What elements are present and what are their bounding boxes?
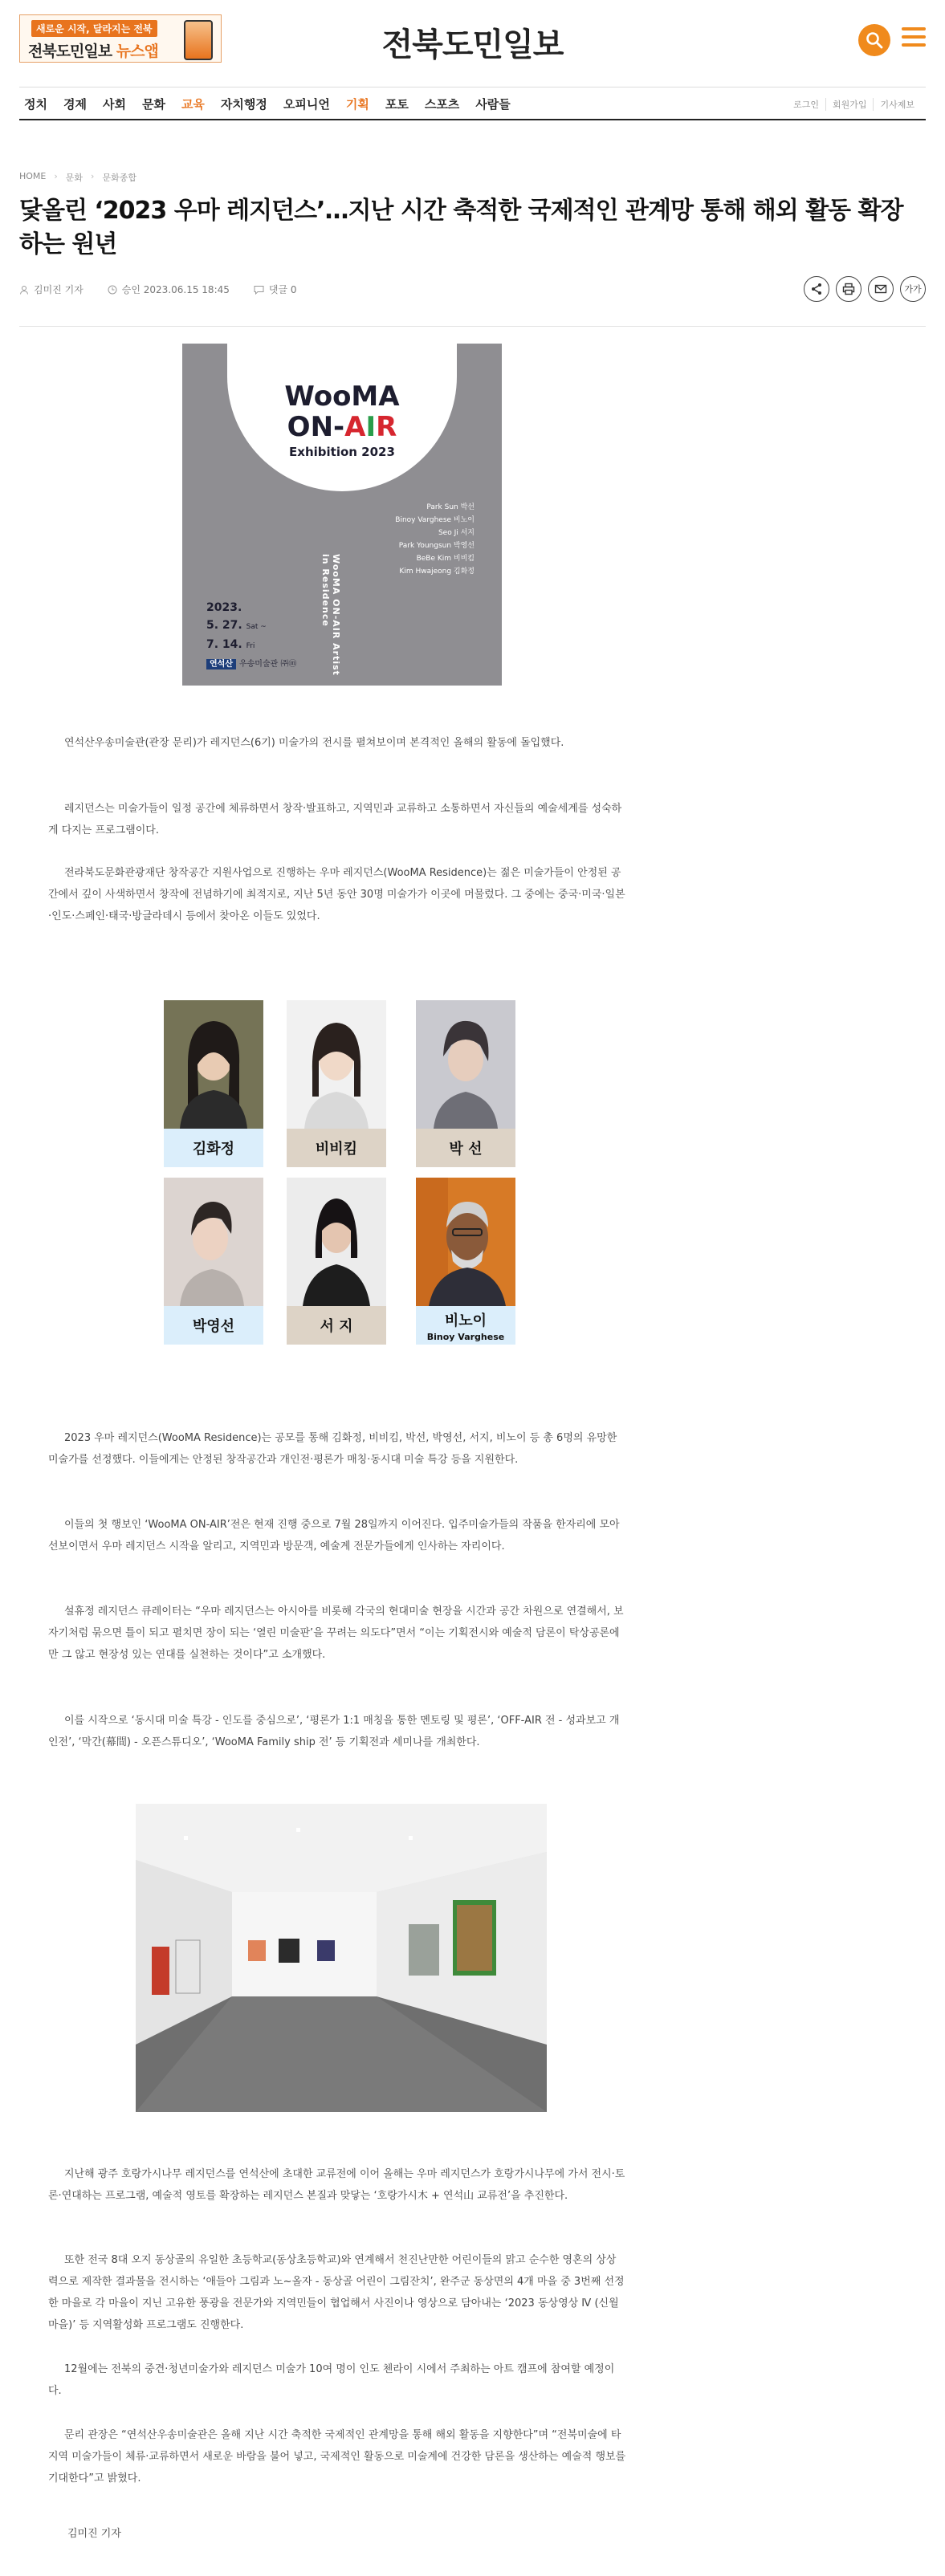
share-button[interactable] xyxy=(804,276,829,302)
breadcrumb-section[interactable]: 문화 xyxy=(65,173,84,183)
promo-title: 전북도민일보 뉴스앱 xyxy=(28,43,158,60)
article-paragraph: 연석산우송미술관(관장 문리)가 레지던스(6기) 미술가의 전시를 펼쳐보이며 본격적인 올해의 활동에 돌입했다. xyxy=(64,737,564,749)
nav-item-special[interactable]: 기획 xyxy=(345,97,369,112)
article-paragraph: 설휴정 레지던스 큐레이터는 “우마 레지던스는 아시아를 비롯해 각국의 현대미술 현장을 시간과 공간 차원으로 연결해서, 보자기처럼 묶으면 틀이 되고 펼치면 장이 되는 ‘열린 미술판’을 꾸려는 의도다”면서 “이는 기획전시와 예술적 담론이 탁상공론에만 그 않고 현장성 있는 연대를 실천하는 것이다”고 소개했다. xyxy=(48,1605,624,1661)
email-button[interactable] xyxy=(868,276,894,302)
article-paragraph: 레지던스는 미술가들이 일정 공간에 체류하면서 창작·발표하고, 지역민과 교류하고 소통하면서 자신들의 예술세계를 성숙하게 다지는 프로그램이다. xyxy=(48,803,622,836)
article-meta xyxy=(19,283,297,296)
nav-item-opinion[interactable]: 오피니언 xyxy=(283,97,330,112)
nav-item-politics[interactable]: 정치 xyxy=(24,97,47,112)
nav-item-culture[interactable]: 문화 xyxy=(141,97,165,112)
artist-name: 비노이 Binoy Varghese xyxy=(416,1306,515,1345)
artist-photo xyxy=(164,1000,263,1129)
gallery-photo xyxy=(136,1804,547,2112)
comment-count[interactable]: 댓글 0 xyxy=(254,283,297,296)
print-icon xyxy=(842,283,855,295)
signup-link[interactable]: 회원가입 xyxy=(825,98,874,111)
search-icon xyxy=(866,31,883,49)
exhibition-poster xyxy=(182,344,502,686)
phone-icon xyxy=(184,20,213,60)
artist-photo xyxy=(164,1178,263,1306)
comment-icon xyxy=(254,285,264,295)
article-paragraph: 지난해 광주 호랑가시나무 레지던스를 연석산에 초대한 교류전에 이어 올해는 우마 레지던스가 호랑가시나무에 가서 전시·토론·연대하는 프로그램, 예술적 영토를 확장하는 레지던스 본질과 맞닿는 ‘호랑가시木 + 연석山 교류전’을 추진한다. xyxy=(48,2168,625,2202)
share-icon xyxy=(810,283,823,295)
article-byline: 김미진 기자 xyxy=(67,2528,121,2540)
artist-card xyxy=(416,1178,515,1345)
artist-photo xyxy=(287,1000,386,1129)
promo-tagline: 새로운 시작, 달라지는 전북 xyxy=(31,20,157,37)
font-size-icon: 가가 xyxy=(904,284,922,295)
nav-item-people[interactable]: 사람들 xyxy=(475,97,511,112)
artist-card xyxy=(287,1000,386,1167)
artist-name: 서 지 xyxy=(287,1306,386,1345)
artist-name: 김화정 xyxy=(164,1129,263,1167)
article-paragraph: 전라북도문화관광재단 창작공간 지원사업으로 진행하는 우마 레지던스(WooMA Residence)는 젊은 미술가들이 안정된 공간에서 깊이 사색하면서 창작에 전념하기에 최적지로, 지난 5년 동안 30명 미술가가 이곳에 머물렀다. 그 중에는 중국·미국·일본·인도·스페인·태국·방글라데시 등에서 찾아온 이들도 있었다. xyxy=(48,867,625,922)
poster-title-line1: WooMA xyxy=(284,380,400,413)
util-links xyxy=(787,98,921,111)
artist-photo xyxy=(416,1000,515,1129)
site-logo[interactable]: 전북도민일보 xyxy=(381,26,564,63)
poster-dates: 2023. 5. 27. Sat ~ 7. 14. Fri xyxy=(206,601,267,651)
article-paragraph: 또한 전국 8대 오지 동상골의 유일한 초등학교(동상초등학교)와 연계해서 천진난만한 어린이들의 맑고 순수한 영혼의 상상력으로 제작한 결과물을 전시하는 ‘애들아 그림과 노~올자 - 동상골 어린이 그림잔치’, 완주군 동상면의 4개 마을 중 3번째 선정한 마을로 각 마을이 지닌 고유한 풍광을 전문가와 지역민들이 협업해서 사진이나 영상으로 담아내는 ‘2023 동상영상 Ⅳ (신월마을)’ 등 지역활성화 프로그램도 진행한다. xyxy=(48,2254,625,2331)
article-title: 닻올린 ‘2023 우마 레지던스’…지난 시간 축적한 국제적인 관계망 통해 해외 활동 확장하는 원년 xyxy=(19,197,903,258)
chevron-right-icon: › xyxy=(91,171,95,181)
font-size-button[interactable] xyxy=(900,276,926,302)
nav-item-economy[interactable]: 경제 xyxy=(63,97,87,112)
artist-card xyxy=(416,1000,515,1167)
site-header xyxy=(19,0,926,80)
search-button[interactable] xyxy=(858,24,890,56)
poster-vertical-text: WooMA ON-AIR Artist in Residence xyxy=(320,554,341,676)
poster-organizer: 연석산 우송미술관 ㈜ⓜ xyxy=(206,657,296,669)
poster-artist-list: Park Sun 박선 Binoy Varghese 비노이 Seo Ji 서지 Park Youngsun 박영선 BeBe Kim 비비킴 Kim Hwajeong 김화정 xyxy=(395,503,475,576)
chevron-right-icon: › xyxy=(54,171,58,181)
artist-card xyxy=(164,1178,263,1345)
artist-name: 박 선 xyxy=(416,1129,515,1167)
nav-item-local-admin[interactable]: 자치행정 xyxy=(220,97,267,112)
breadcrumb-subsection[interactable]: 문화종합 xyxy=(102,173,136,183)
nav-item-education[interactable]: 교육 xyxy=(181,97,205,112)
artist-card xyxy=(287,1178,386,1345)
hamburger-icon xyxy=(902,27,926,31)
nav-item-sports[interactable]: 스포츠 xyxy=(424,97,460,112)
poster-title-line2: ON-AIR xyxy=(287,411,397,443)
print-button[interactable] xyxy=(836,276,861,302)
article-paragraph: 이를 시작으로 ‘동시대 미술 특강 - 인도를 중심으로’, ‘평론가 1:1 매칭을 통한 멘토링 및 평론’, ‘OFF-AIR 전 - 성과보고 개인전’, ‘막간(幕間) - 오픈스튜디오’, ‘WooMA Family ship 전’ 등 기획전과 세미나를 개최한다. xyxy=(48,1715,620,1748)
article-tools xyxy=(804,276,926,302)
clock-icon xyxy=(108,285,117,295)
nav-item-photo[interactable]: 포토 xyxy=(385,97,409,112)
artist-photo xyxy=(287,1178,386,1306)
artist-name: 박영선 xyxy=(164,1306,263,1345)
nav-list xyxy=(24,96,527,112)
tip-link[interactable]: 기사제보 xyxy=(873,98,921,111)
article-paragraph: 이들의 첫 행보인 ‘WooMA ON-AIR’전은 현재 진행 중으로 7월 28일까지 이어진다. 입주미술가들의 작품을 한자리에 모아 선보이면서 우마 레지던스 시작을 알리고, 지역민과 방문객, 예술계 전문가들에게 인사하는 자리이다. xyxy=(48,1519,620,1553)
artist-name: 비비킴 xyxy=(287,1129,386,1167)
email-icon xyxy=(874,283,887,295)
article-paragraph: 12월에는 전북의 중견·청년미술가와 레지던스 미술가 10여 명이 인도 첸라이 시에서 주최하는 아트 캠프에 참여할 예정이다. xyxy=(48,2363,615,2397)
breadcrumb xyxy=(19,171,136,184)
article-paragraph: 문리 관장은 “연석산우송미술관은 올해 지난 시간 축적한 국제적인 관계망을 통해 해외 활동을 지향한다”며 “전북미술에 타지역 미술가들이 체류·교류하면서 새로운 바람을 불어 넣고, 국제적인 활동으로 미술계에 건강한 담론을 생산하는 예술적 행보를 기대한다”고 밝혔다. xyxy=(48,2429,626,2484)
news-app-banner[interactable] xyxy=(19,14,222,63)
user-icon xyxy=(19,285,29,295)
login-link[interactable]: 로그인 xyxy=(793,100,819,110)
nav-item-society[interactable]: 사회 xyxy=(102,97,126,112)
main-nav xyxy=(19,87,926,120)
header-divider xyxy=(19,326,926,327)
published-date: 승인 2023.06.15 18:45 xyxy=(108,283,230,296)
menu-button[interactable] xyxy=(902,27,926,51)
author: 김미진 기자 xyxy=(19,283,84,296)
article-paragraph: 2023 우마 레지던스(WooMA Residence)는 공모를 통해 김화정, 비비킴, 박선, 박영선, 서지, 비노이 등 총 6명의 유망한 미술가를 선정했다. 이들에게는 안정된 창작공간과 개인전·평론가 매칭·동시대 미술 특강 등을 지원한다. xyxy=(48,1432,617,1466)
artist-photo xyxy=(416,1178,515,1306)
breadcrumb-home[interactable]: HOME xyxy=(19,171,47,181)
poster-subtitle: Exhibition 2023 xyxy=(289,445,395,459)
artist-card xyxy=(164,1000,263,1167)
